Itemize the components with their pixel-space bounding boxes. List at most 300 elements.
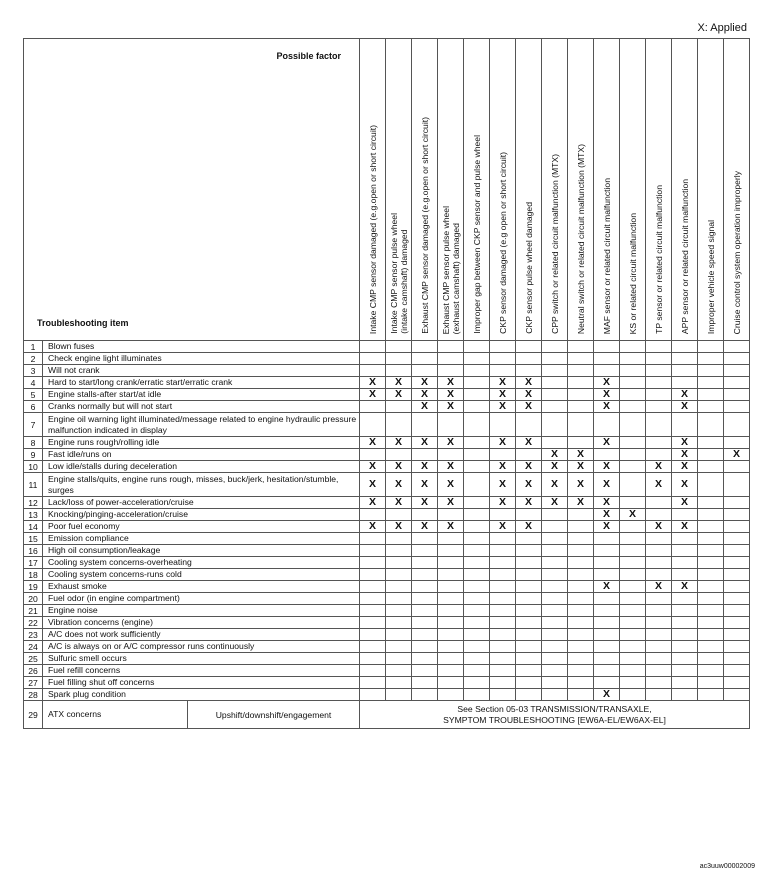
applied-mark: X (360, 521, 386, 533)
factor-cell (438, 605, 464, 617)
applied-mark: X (516, 473, 542, 497)
factor-cell (386, 509, 412, 521)
factor-cell (542, 593, 568, 605)
factor-cell (672, 629, 698, 641)
table-row (24, 509, 750, 521)
factor-header (360, 39, 386, 341)
factor-cell (698, 437, 724, 449)
factor-cell (698, 473, 724, 497)
factor-cell (672, 413, 698, 437)
factor-cell (412, 365, 438, 377)
factor-cell (490, 569, 516, 581)
factor-cell (594, 569, 620, 581)
factor-cell (542, 365, 568, 377)
table-body (24, 341, 750, 729)
factor-cell (646, 437, 672, 449)
factor-label: MAF sensor or related circuit malfunction (601, 177, 612, 334)
factor-cell (620, 521, 646, 533)
factor-cell (490, 605, 516, 617)
factor-cell (412, 413, 438, 437)
factor-cell (620, 449, 646, 461)
factor-cell (438, 557, 464, 569)
factor-cell (438, 593, 464, 605)
factor-cell (360, 341, 386, 353)
row-number: 21 (24, 605, 43, 617)
factor-cell (646, 689, 672, 701)
factor-cell (672, 533, 698, 545)
factor-cell (542, 629, 568, 641)
factor-label: KS or related circuit malfunction (627, 212, 638, 334)
factor-cell (698, 353, 724, 365)
factor-cell (490, 641, 516, 653)
factor-cell (594, 557, 620, 569)
row-number: 7 (24, 413, 43, 437)
applied-mark: X (386, 377, 412, 389)
factor-cell (360, 545, 386, 557)
factor-cell (542, 509, 568, 521)
factor-cell (542, 641, 568, 653)
header-row (24, 39, 750, 341)
applied-mark: X (516, 461, 542, 473)
factor-header (594, 39, 620, 341)
factor-cell (360, 653, 386, 665)
factor-cell (620, 665, 646, 677)
factor-cell (542, 533, 568, 545)
factor-cell (568, 509, 594, 521)
factor-cell (464, 689, 490, 701)
factor-cell (568, 677, 594, 689)
factor-cell (724, 341, 750, 353)
factor-cell (464, 629, 490, 641)
factor-cell (464, 413, 490, 437)
factor-header (724, 39, 750, 341)
factor-cell (672, 377, 698, 389)
factor-cell (412, 353, 438, 365)
factor-cell (516, 689, 542, 701)
factor-cell (672, 557, 698, 569)
factor-cell (386, 341, 412, 353)
factor-header (568, 39, 594, 341)
factor-cell (516, 665, 542, 677)
factor-cell (386, 665, 412, 677)
factor-cell (594, 677, 620, 689)
applied-mark: X (412, 389, 438, 401)
factor-cell (438, 413, 464, 437)
factor-cell (542, 545, 568, 557)
factor-cell (698, 401, 724, 413)
factor-cell (724, 365, 750, 377)
applied-mark: X (438, 437, 464, 449)
factor-cell (646, 509, 672, 521)
factor-cell (594, 341, 620, 353)
factor-label: Improper vehicle speed signal (705, 219, 716, 334)
factor-cell (464, 569, 490, 581)
factor-cell (360, 533, 386, 545)
troubleshooting-item: Blown fuses (43, 341, 360, 353)
row-number: 25 (24, 653, 43, 665)
row-number: 6 (24, 401, 43, 413)
applied-mark: X (672, 581, 698, 593)
table-row (24, 449, 750, 461)
factor-cell (568, 653, 594, 665)
factor-cell (516, 545, 542, 557)
factor-cell (464, 665, 490, 677)
factor-cell (542, 413, 568, 437)
factor-cell (698, 557, 724, 569)
factor-cell (672, 353, 698, 365)
factor-cell (672, 617, 698, 629)
factor-cell (516, 605, 542, 617)
factor-cell (464, 521, 490, 533)
factor-cell (620, 629, 646, 641)
factor-cell (464, 341, 490, 353)
factor-cell (464, 545, 490, 557)
factor-cell (698, 581, 724, 593)
factor-cell (490, 593, 516, 605)
factor-cell (412, 617, 438, 629)
factor-cell (464, 461, 490, 473)
applied-mark: X (412, 401, 438, 413)
factor-cell (412, 629, 438, 641)
image-id: ac3uuw00002009 (699, 863, 755, 870)
factor-cell (516, 557, 542, 569)
factor-cell (412, 533, 438, 545)
row-number: 2 (24, 353, 43, 365)
factor-cell (490, 617, 516, 629)
row-number: 3 (24, 365, 43, 377)
factor-cell (724, 653, 750, 665)
factor-cell (672, 677, 698, 689)
factor-label: Exhaust CMP sensor damaged (e.g.open or short circuit) (419, 117, 430, 334)
row-number: 12 (24, 497, 43, 509)
troubleshooting-item: A/C does not work sufficiently (43, 629, 360, 641)
see-section-note (360, 701, 750, 729)
factor-cell (516, 629, 542, 641)
factor-cell (646, 377, 672, 389)
factor-header (516, 39, 542, 341)
troubleshooting-item: Low idle/stalls during deceleration (43, 461, 360, 473)
factor-cell (360, 365, 386, 377)
row-number: 14 (24, 521, 43, 533)
factor-cell (620, 365, 646, 377)
factor-cell (360, 353, 386, 365)
factor-cell (360, 593, 386, 605)
table-row (24, 617, 750, 629)
applied-mark: X (490, 377, 516, 389)
factor-cell (464, 389, 490, 401)
see-section-line1: See Section 05-03 TRANSMISSION/TRANSAXLE, (457, 703, 652, 714)
factor-cell (542, 521, 568, 533)
applied-mark: X (568, 449, 594, 461)
factor-cell (568, 629, 594, 641)
factor-cell (594, 545, 620, 557)
factor-cell (698, 653, 724, 665)
factor-cell (490, 677, 516, 689)
factor-cell (724, 665, 750, 677)
factor-cell (646, 545, 672, 557)
troubleshooting-item: Hard to start/long crank/erratic start/erratic crank (43, 377, 360, 389)
applied-mark: X (542, 497, 568, 509)
factor-cell (724, 461, 750, 473)
troubleshooting-item: Spark plug condition (43, 689, 360, 701)
factor-cell (698, 605, 724, 617)
factor-cell (516, 617, 542, 629)
factor-cell (464, 437, 490, 449)
factor-cell (698, 461, 724, 473)
troubleshooting-item: Engine stalls/quits, engine runs rough, misses, buck/jerk, hesitation/stumble, surges (43, 473, 360, 497)
factor-cell (542, 557, 568, 569)
applied-mark: X (542, 449, 568, 461)
factor-cell (594, 413, 620, 437)
factor-cell (360, 617, 386, 629)
factor-header (386, 39, 412, 341)
factor-cell (724, 617, 750, 629)
applied-mark: X (412, 377, 438, 389)
row-number: 17 (24, 557, 43, 569)
factor-cell (620, 401, 646, 413)
table-row (24, 569, 750, 581)
factor-cell (698, 545, 724, 557)
troubleshooting-item: Will not crank (43, 365, 360, 377)
factor-cell (724, 641, 750, 653)
factor-cell (594, 533, 620, 545)
applied-mark: X (568, 473, 594, 497)
table-row (24, 401, 750, 413)
factor-cell (412, 653, 438, 665)
factor-cell (568, 593, 594, 605)
factor-cell (646, 557, 672, 569)
factor-cell (724, 581, 750, 593)
applied-mark: X (386, 389, 412, 401)
applied-mark: X (360, 497, 386, 509)
factor-cell (698, 641, 724, 653)
applied-legend: X: Applied (697, 22, 747, 34)
factor-cell (516, 509, 542, 521)
factor-cell (438, 629, 464, 641)
factor-cell (620, 617, 646, 629)
troubleshooting-item: Sulfuric smell occurs (43, 653, 360, 665)
applied-mark: X (386, 521, 412, 533)
factor-cell (360, 509, 386, 521)
factor-cell (360, 689, 386, 701)
applied-mark: X (386, 497, 412, 509)
factor-cell (646, 533, 672, 545)
factor-cell (412, 557, 438, 569)
factor-cell (386, 401, 412, 413)
troubleshooting-item: Lack/loss of power-acceleration/cruise (43, 497, 360, 509)
factor-cell (542, 353, 568, 365)
applied-mark: X (646, 461, 672, 473)
applied-mark: X (594, 437, 620, 449)
factor-header (438, 39, 464, 341)
row-number: 19 (24, 581, 43, 593)
applied-mark: X (672, 389, 698, 401)
applied-mark: X (516, 377, 542, 389)
applied-mark: X (438, 401, 464, 413)
table-row (24, 593, 750, 605)
factor-cell (386, 533, 412, 545)
factor-label: Intake CMP sensor pulse wheel (intake camshaft) damaged (388, 213, 409, 334)
factor-cell (542, 377, 568, 389)
factor-header (490, 39, 516, 341)
troubleshooting-item: Check engine light illuminates (43, 353, 360, 365)
factor-cell (594, 365, 620, 377)
factor-cell (698, 677, 724, 689)
factor-cell (698, 629, 724, 641)
row-number: 8 (24, 437, 43, 449)
applied-mark: X (438, 389, 464, 401)
factor-cell (568, 581, 594, 593)
factor-cell (724, 677, 750, 689)
factor-cell (672, 605, 698, 617)
factor-cell (516, 581, 542, 593)
factor-cell (568, 545, 594, 557)
factor-cell (464, 653, 490, 665)
row-number: 9 (24, 449, 43, 461)
table-row (24, 365, 750, 377)
factor-cell (516, 653, 542, 665)
factor-cell (386, 605, 412, 617)
factor-cell (568, 569, 594, 581)
troubleshooting-item: Engine stalls-after start/at idle (43, 389, 360, 401)
factor-cell (542, 677, 568, 689)
factor-cell (620, 353, 646, 365)
factor-cell (464, 353, 490, 365)
factor-cell (490, 341, 516, 353)
factor-cell (698, 413, 724, 437)
factor-cell (672, 689, 698, 701)
applied-mark: X (594, 461, 620, 473)
applied-mark: X (360, 461, 386, 473)
factor-cell (438, 341, 464, 353)
troubleshooting-item: Cooling system concerns-overheating (43, 557, 360, 569)
factor-cell (646, 401, 672, 413)
troubleshooting-item: Exhaust smoke (43, 581, 360, 593)
troubleshooting-item: Fast idle/runs on (43, 449, 360, 461)
factor-cell (672, 593, 698, 605)
factor-cell (438, 677, 464, 689)
factor-cell (464, 581, 490, 593)
see-section-line2: SYMPTOM TROUBLESHOOTING [EW6A-EL/EW6AX-EL] (443, 714, 666, 725)
factor-cell (646, 641, 672, 653)
row-number: 15 (24, 533, 43, 545)
factor-cell (438, 353, 464, 365)
factor-cell (646, 677, 672, 689)
row-number: 11 (24, 473, 43, 497)
factor-cell (646, 449, 672, 461)
factor-cell (438, 449, 464, 461)
applied-mark: X (672, 449, 698, 461)
factor-cell (724, 509, 750, 521)
factor-cell (620, 413, 646, 437)
factor-cell (438, 689, 464, 701)
factor-cell (620, 593, 646, 605)
factor-cell (698, 389, 724, 401)
applied-mark: X (490, 437, 516, 449)
troubleshooting-item: Cooling system concerns-runs cold (43, 569, 360, 581)
applied-mark: X (724, 449, 750, 461)
factor-cell (724, 437, 750, 449)
factor-cell (620, 461, 646, 473)
factor-cell (386, 569, 412, 581)
factor-cell (542, 341, 568, 353)
applied-mark: X (412, 437, 438, 449)
applied-mark: X (646, 473, 672, 497)
factor-cell (464, 473, 490, 497)
factor-cell (516, 533, 542, 545)
factor-cell (698, 521, 724, 533)
factor-cell (386, 653, 412, 665)
troubleshooting-item: Emission compliance (43, 533, 360, 545)
factor-label: Neutral switch or related circuit malfunction (MTX) (575, 143, 586, 334)
factor-cell (724, 473, 750, 497)
factor-cell (542, 437, 568, 449)
factor-cell (386, 449, 412, 461)
factor-cell (490, 365, 516, 377)
factor-cell (386, 617, 412, 629)
applied-mark: X (594, 521, 620, 533)
troubleshooting-item: Vibration concerns (engine) (43, 617, 360, 629)
factor-cell (646, 629, 672, 641)
factor-cell (438, 617, 464, 629)
row-number: 1 (24, 341, 43, 353)
table-row (24, 545, 750, 557)
factor-cell (412, 449, 438, 461)
applied-mark: X (646, 581, 672, 593)
factor-cell (464, 533, 490, 545)
factor-cell (360, 629, 386, 641)
factor-cell (464, 449, 490, 461)
factor-cell (568, 353, 594, 365)
table-row (24, 629, 750, 641)
factor-cell (542, 617, 568, 629)
applied-mark: X (412, 461, 438, 473)
factor-cell (698, 617, 724, 629)
troubleshooting-item: Poor fuel economy (43, 521, 360, 533)
factor-cell (386, 593, 412, 605)
applied-mark: X (516, 389, 542, 401)
factor-cell (568, 665, 594, 677)
factor-cell (386, 545, 412, 557)
factor-cell (672, 653, 698, 665)
row-number: 4 (24, 377, 43, 389)
applied-mark: X (412, 497, 438, 509)
applied-mark: X (672, 473, 698, 497)
factor-cell (724, 497, 750, 509)
row-number: 10 (24, 461, 43, 473)
factor-cell (698, 341, 724, 353)
row-number: 13 (24, 509, 43, 521)
factor-cell (724, 353, 750, 365)
applied-mark: X (672, 521, 698, 533)
applied-mark: X (490, 497, 516, 509)
factor-cell (620, 677, 646, 689)
factor-cell (620, 533, 646, 545)
applied-mark: X (672, 401, 698, 413)
factor-cell (724, 413, 750, 437)
factor-cell (568, 377, 594, 389)
applied-mark: X (386, 461, 412, 473)
factor-cell (516, 449, 542, 461)
factor-cell (464, 509, 490, 521)
applied-mark: X (386, 473, 412, 497)
factor-cell (360, 413, 386, 437)
factor-cell (646, 341, 672, 353)
factor-label: CPP switch or related circuit malfunction (MTX) (549, 154, 560, 334)
table-row (24, 605, 750, 617)
table-row (24, 497, 750, 509)
applied-mark: X (516, 497, 542, 509)
